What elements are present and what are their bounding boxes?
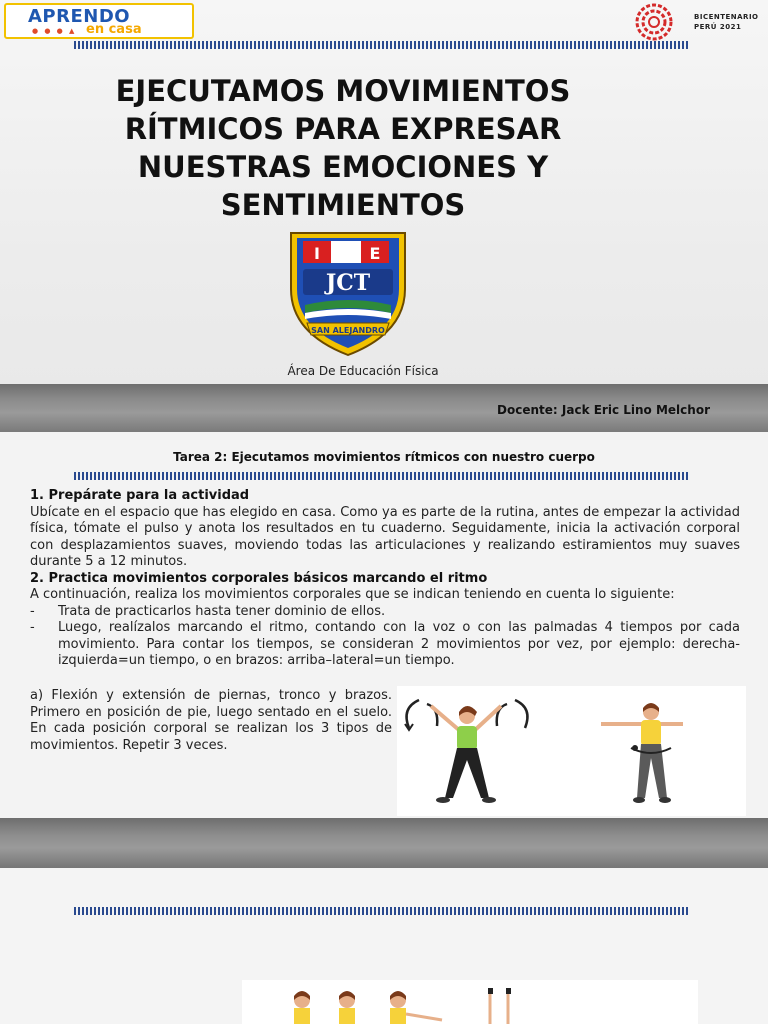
next-slide-stripe: [74, 907, 688, 915]
logo-text-aprendo: APRENDO: [28, 6, 131, 27]
teacher-name: Docente: Jack Eric Lino Melchor: [497, 403, 710, 417]
list-item: [30, 604, 740, 621]
exercise-a-text: a) Flexión y extensión de piernas, tronco y brazos. Primero en posición de pie, luego sentado en el suelo. En cada posición corporal se realizan los 3 tipos de movimientos. Repetir 3 veces.: [30, 688, 392, 753]
cover-slide: [0, 0, 768, 432]
task-body: [30, 488, 740, 670]
bicentenario-logo: [634, 2, 768, 42]
exercise-illustration-2: [242, 980, 698, 1024]
task-stripe: [74, 472, 688, 480]
logo-dots: ● ● ● ▲: [32, 27, 77, 35]
emblem-initials: JCT: [325, 270, 371, 296]
bicentenario-year: PERÚ 2021: [694, 23, 742, 31]
emblem-letter-i: I: [314, 244, 320, 263]
logo-text-en-casa: en casa: [86, 22, 142, 37]
school-emblem-shield-icon: [281, 229, 415, 359]
bicentenario-seal-icon: [634, 2, 674, 42]
page-title: EJECUTAMOS MOVIMIENTOS RÍTMICOS PARA EXPRESAR NUESTRAS EMOCIONES Y SENTIMIENTOS: [115, 74, 571, 222]
step2-heading: 2. Practica movimientos corporales básicos marcando el ritmo: [30, 570, 488, 586]
emblem-letter-e: E: [369, 244, 381, 263]
task-title: Tarea 2: Ejecutamos movimientos rítmicos con nuestro cuerpo: [173, 450, 595, 464]
bicentenario-title: BICENTENARIO: [694, 13, 759, 21]
task-footer-band: [0, 818, 768, 868]
header-stripe: [74, 41, 688, 49]
list-item: [30, 620, 740, 670]
step1-text: Ubícate en el espacio que has elegido en casa. Como ya es parte de la rutina, antes de empezar la actividad física, tómate el pulso y anota los resultados en tu cuaderno. Seguidamente, inicia la activación corporal con desplazamientos suaves, moviendo todas las articulaciones y realizando estiramientos muy suaves durante 5 a 12 minutos.: [30, 504, 740, 569]
list-item-text: Luego, realízalos marcando el ritmo, contando con la voz o con las palmadas 4 tiempos por cada movimiento. Para contar los tiempos, se consideran 2 movimientos por vez, por ejemplo: derecha- izquierda=un tiempo, o en brazos: arriba–lateral=un tiempo.: [58, 620, 740, 668]
step2-intro: A continuación, realiza los movimientos corporales que se indican teniendo en cuenta lo siguiente:: [30, 587, 675, 602]
area-label: Área De Educación Física: [287, 364, 439, 378]
list-marker: -: [30, 603, 35, 619]
exercise-illustration: [397, 686, 746, 816]
emblem-motto: SAN ALEJANDRO: [311, 326, 385, 335]
aprendo-en-casa-logo: [4, 3, 194, 39]
list-marker: -: [30, 620, 35, 635]
list-item-text: Trata de practicarlos hasta tener dominio de ellos.: [58, 603, 386, 619]
step1-heading: 1. Prepárate para la actividad: [30, 488, 250, 503]
